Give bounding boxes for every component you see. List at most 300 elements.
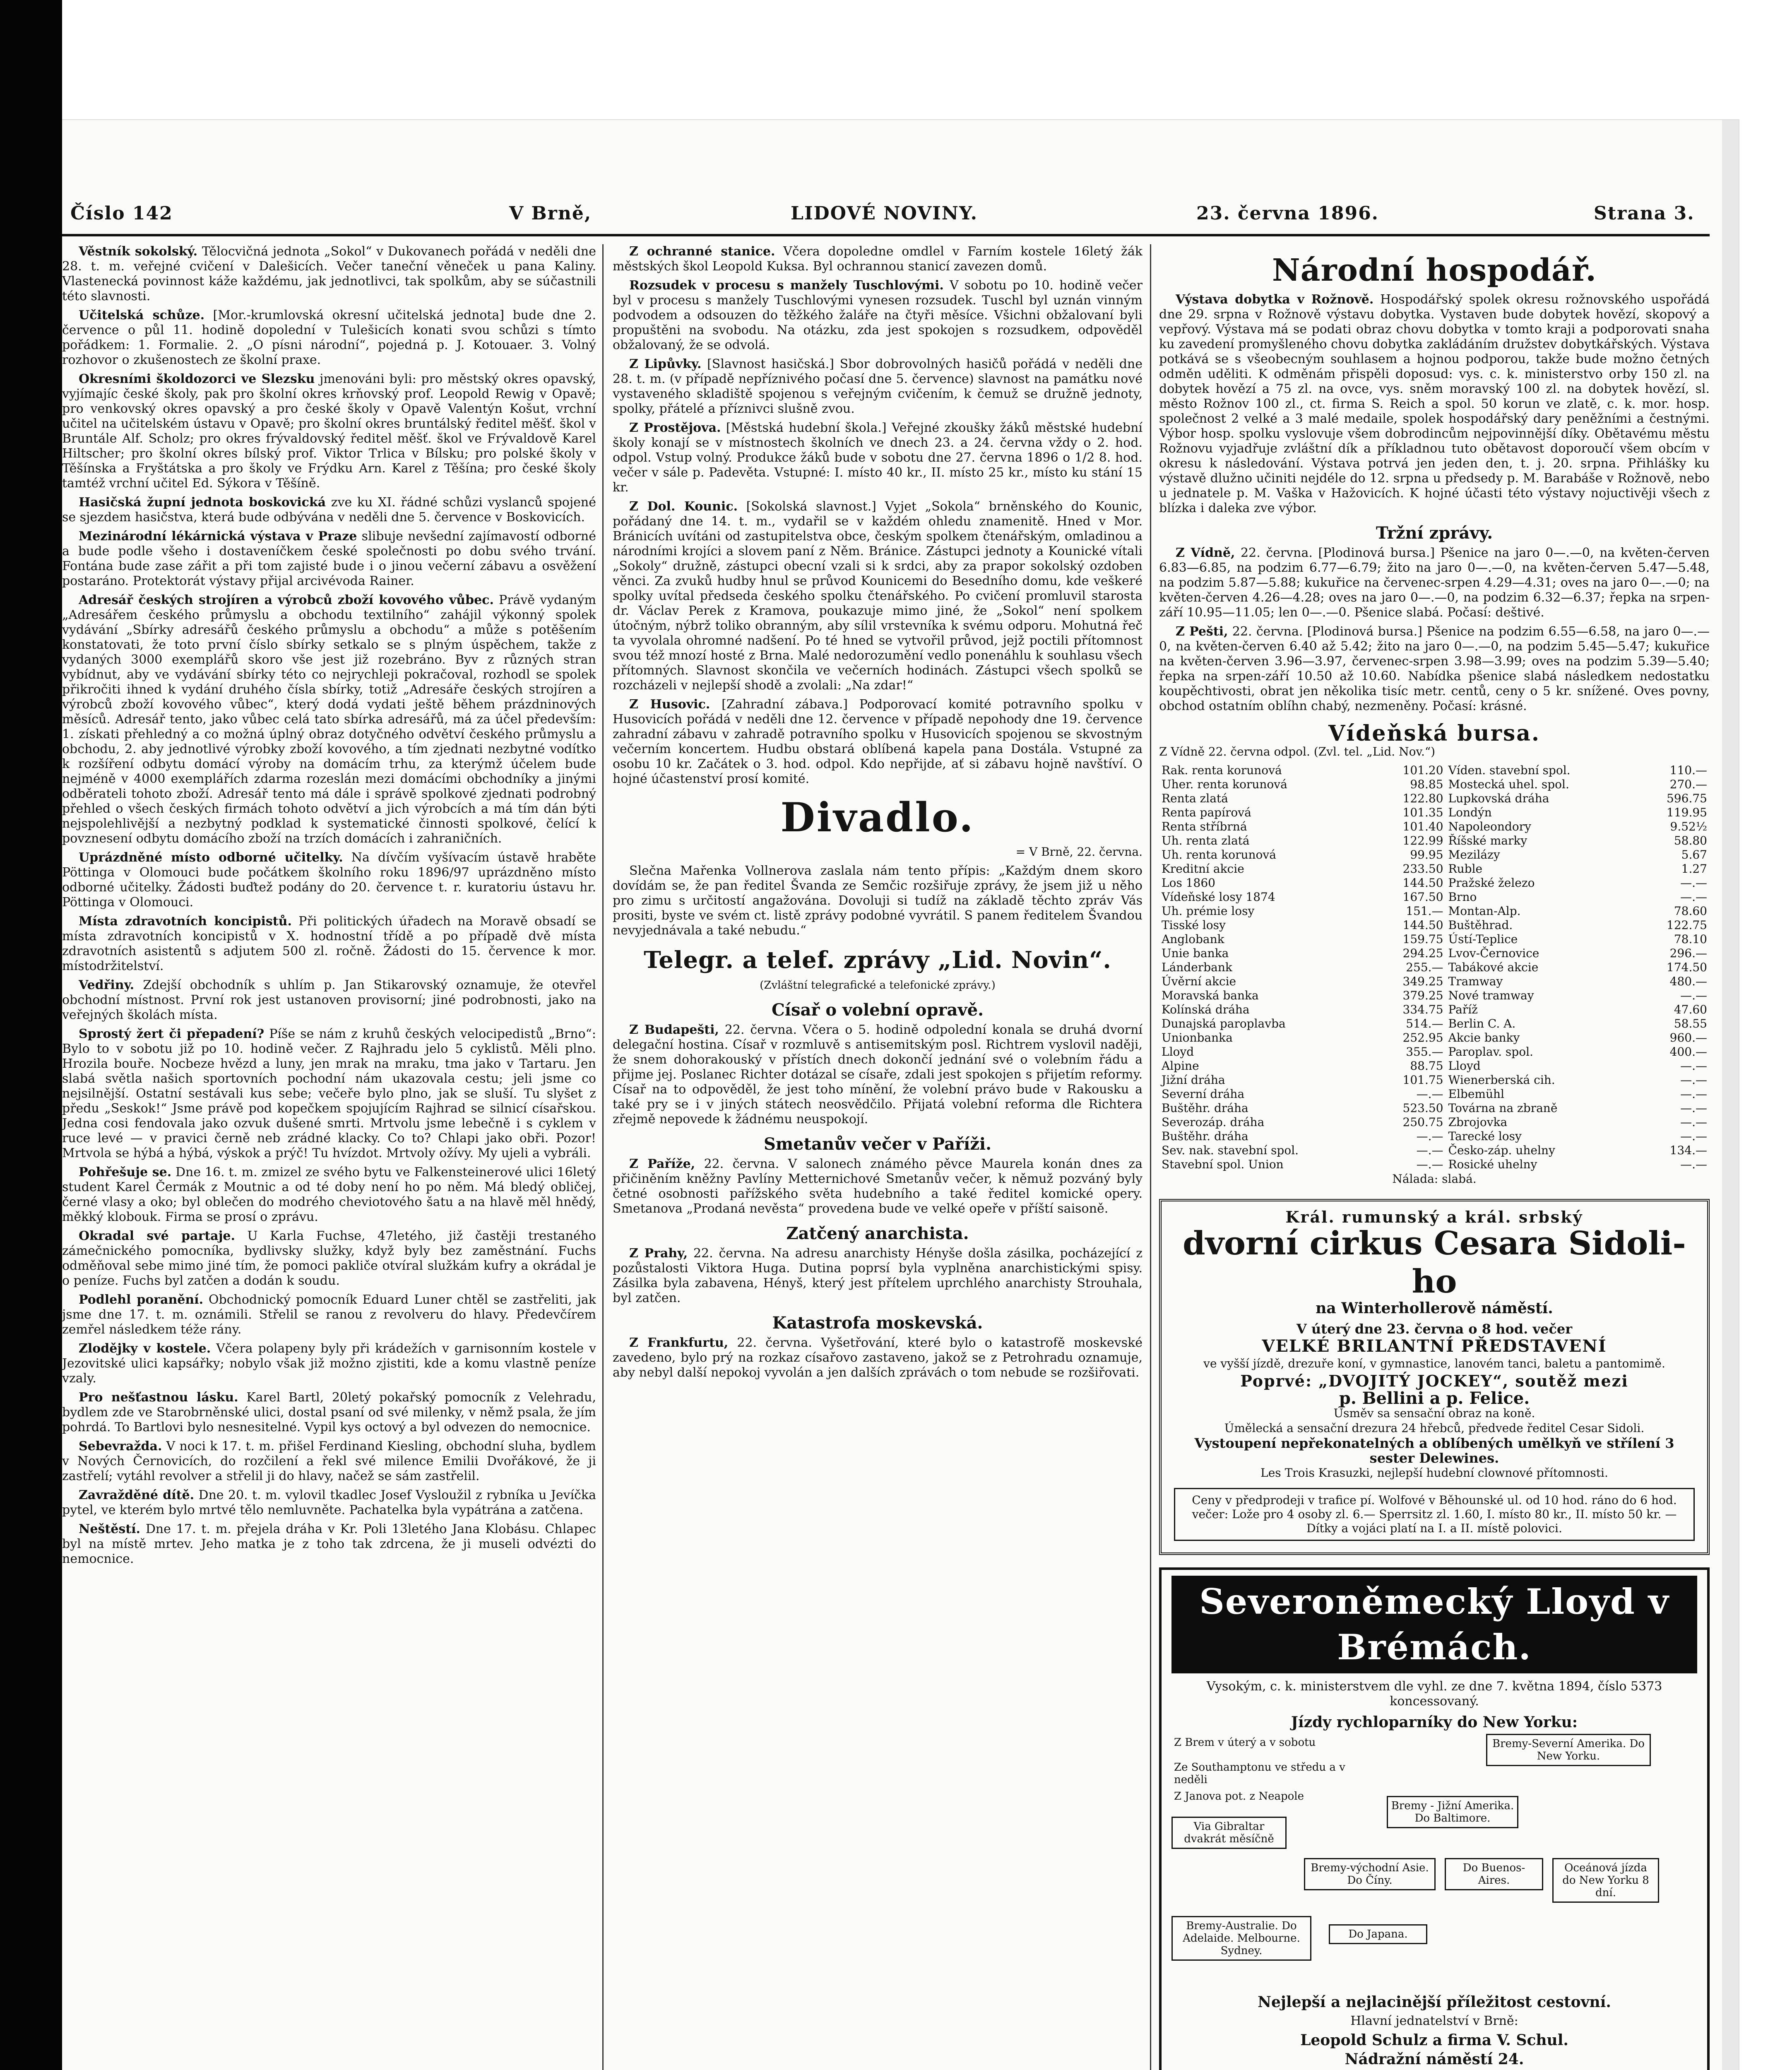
bourse-security: Uher. renta korunová <box>1162 777 1287 791</box>
bourse-price: 270.— <box>1669 777 1707 791</box>
bourse-row <box>1159 1003 1710 1017</box>
article-paragraph <box>613 1336 1143 1380</box>
lloyd-route-grid <box>1171 1734 1697 1991</box>
lloyd-ad-address: Nádražní náměstí 24. <box>1345 2051 1524 2068</box>
article-text: Píše se nám z kruhů českých velocipedistů „Brno“: Bylo to v sobotu již po 10. hodině večer. Z Rajhradu jelo 5 cyklistů. Měli plno. Hrozila bouře. Nocbeze hvězd a luny, jen mrak na mraku, tma jako v Tartaru. Jen slabá světla našich sportovních pochodní nám ukazovala cestu; jeli jsme co nejsilnější. Ostatní sestávali kus sebe; večeře bylo plno, jak se sluší. Tu slyšet z předu „Seskok!“ Jsme právě pod kopečkem spojujícím Rajhrad se silnicí císařskou. Jedna cosi fendovala jako ozvuk dušené smrti. Mrtvolu jsme lebečně i s cyklem v ruce levé — v pravici černě neb zrádné klacky. Co to? Chlapi jako obři. Pozor! Mrtvola se hýbá a hýbá, výskok a prýč! Tu hvízdot. Mrtvoly ožívy. My ujeli a vybráli. <box>62 1027 596 1160</box>
market-reports <box>1159 546 1710 714</box>
header-rule <box>62 234 1710 236</box>
bourse-price: 122.75 <box>1667 918 1707 932</box>
article-paragraph <box>613 357 1143 416</box>
bourse-price: 119.95 <box>1667 806 1707 819</box>
bourse-security: Mezilázy <box>1448 848 1500 862</box>
bourse-row <box>1159 1017 1710 1031</box>
bourse-price: 379.25 <box>1402 989 1443 1002</box>
bourse-price: 58.80 <box>1674 834 1707 847</box>
bourse-security: Elbemühl <box>1448 1087 1504 1101</box>
article-paragraph <box>62 1229 596 1288</box>
article-text: zve ku XI. řádné schůzi vyslanců spojené se sjezdem hasičstva, která bude odbývána v neděli dne 5. července v Boskovicích. <box>62 495 596 525</box>
lloyd-route-box: Do Buenos-Aires. <box>1445 1858 1543 1890</box>
bourse-price: —.— <box>1680 890 1707 904</box>
bourse-row <box>1159 1087 1710 1101</box>
article-text: 22. června. [Plodinová bursa.] Pšenice na podzim 6.55—6.58, na jaro 0—.—0, na květen-červen 6.40 až 5.42; žito na jaro 0—.—0, na podzim 5.45—5.47; kukuřice na květen-červen 3.96—3.97, červenec-srpen 3.98—3.99; oves na podzim 5.39—5.40; řepka na srpen-září 10.50 až 10.60. Nabídka pšenice slabá následkem nedostatku koupěchtivosti, obrat jen několika tisíc metr. centů, ceny o 5 kr. snížené. Oves povny, obchod ostatním oblíhn chabý, nezmeněny. Počasí: krásné. <box>1159 624 1710 713</box>
bourse-row <box>1159 876 1710 890</box>
bourse-price: —.— <box>1680 1087 1707 1101</box>
bourse-row <box>1159 960 1710 975</box>
bourse-security: Česko-záp. uhelny <box>1448 1143 1555 1157</box>
article-text: Při politických úřadech na Moravě obsadí se místa zdravotních koncipistů v X. hodnostní třídě a po případě dvě místa zdravotních asistentů s adjutem 500 zl. ročně. Žádosti do 15. července k mor. místodržitelství. <box>62 914 596 973</box>
lloyd-route-box: Oceánová jízda do New Yorku 8 dní. <box>1552 1858 1659 1903</box>
page-number: Strana 3. <box>1594 203 1695 224</box>
bourse-row <box>1159 777 1710 792</box>
bourse-security: Kolínská dráha <box>1162 1003 1250 1016</box>
economy-articles <box>1159 292 1710 516</box>
bourse-price: 960.— <box>1669 1031 1707 1045</box>
bourse-price: 255.— <box>1406 960 1443 974</box>
lloyd-route-box: Via Gibraltar dvakrát měsíčně <box>1171 1817 1287 1849</box>
bourse-price: 98.85 <box>1410 777 1443 791</box>
bourse-price: 334.75 <box>1402 1003 1443 1016</box>
bourse-row <box>1159 1073 1710 1087</box>
bourse-security: Severozáp. dráha <box>1162 1115 1265 1129</box>
article-text: Včera dopoledne omdlel v Farním kostele 16letý žák městských škol Leopold Kuksa. Byl ochrannou stanicí zavezen domů. <box>613 244 1143 274</box>
article-text: 22. června. [Plodinová bursa.] Pšenice na jaro 0—.—0, na květen-červen 6.83—6.85, na podzim 6.77—6.79; žito na jaro 0—.—0, na květen-červen 5.47—5.48, na podzim 5.87—5.88; kukuřice na červenec-srpen 4.29—4.31; oves na jaro 0—.—0; na květen-červen 4.26—4.28; oves na jaro 0—.—0, na podzim 6.32—6.37; řepka na srpen-září 10.95—11.05; len 0—.—0. Pšenice slabá. Počasí: deštivé. <box>1159 546 1710 620</box>
article-kicker: Mezinárodní lékárnická výstava v Praze <box>79 529 357 544</box>
scan-border <box>0 0 62 2070</box>
bourse-price: —.— <box>1680 1129 1707 1143</box>
article-kicker: Zavražděné dítě. <box>79 1488 195 1502</box>
bourse-row <box>1159 932 1710 946</box>
article-kicker: Z Dol. Kounic. <box>629 499 738 514</box>
bourse-security: Ústí-Teplice <box>1448 932 1518 946</box>
lloyd-route-box: Bremy-východní Asie. Do Číny. <box>1304 1858 1436 1890</box>
bourse-price: —.— <box>1680 1059 1707 1073</box>
lloyd-ad-routes-title: Jízdy rychloparníky do New Yorku: <box>1291 1714 1578 1731</box>
article-kicker: Uprázdněné místo odborné učitelky. <box>79 850 343 865</box>
bourse-row <box>1159 989 1710 1003</box>
dateline: = V Brně, 22. června. <box>1015 845 1143 859</box>
bourse-price: 252.95 <box>1402 1031 1443 1045</box>
column-rule-1 <box>602 244 604 2070</box>
lloyd-ad-slogan: Nejlepší a nejlacinější příležitost cestovní. <box>1258 1993 1611 2011</box>
lloyd-ad-agency: Hlavní jednatelství v Brně: <box>1350 2014 1518 2028</box>
article-paragraph <box>1159 546 1710 620</box>
bourse-security: Stavební spol. Union <box>1162 1158 1284 1171</box>
lloyd-route-box: Bremy-Australie. Do Adelaide. Melbourne. Sydney. <box>1171 1916 1311 1961</box>
article-paragraph <box>62 1522 596 1567</box>
bourse-row <box>1159 763 1710 777</box>
bourse-price: —.— <box>1680 1115 1707 1129</box>
issue-date: 23. června 1896. <box>1196 203 1379 224</box>
bourse-security: Los 1860 <box>1162 876 1215 890</box>
bourse-security: Buštěhrad. <box>1448 918 1513 932</box>
bourse-table <box>1159 763 1710 1172</box>
article-text: [Slavnost hasičská.] Sbor dobrovolných hasičů pořádá v neděli dne 28. t. m. (v případě nepříznivého počasí dne 5. července) slavnost na památku nové vystaveného skladiště spojenou s veřejným cvičením, k čemuž se družně jednoty, spolky, přátelé a příznivci slušně zvou. <box>613 357 1143 416</box>
bourse-price: 159.75 <box>1402 932 1443 946</box>
circus-ad-program: ve vyšší jízdě, drezuře koní, v gymnastice, lanovém tanci, baletu a pantomimě. <box>1203 1357 1665 1370</box>
bourse-security: Zbrojovka <box>1448 1115 1508 1129</box>
lloyd-route-box: Ze Southamptonu ve středu a v neděli <box>1171 1759 1350 1788</box>
article-kicker: Okresními školdozorci ve Slezsku <box>79 372 315 386</box>
page-edge-shadow <box>1722 120 1739 2070</box>
bourse-price: 296.— <box>1669 946 1707 960</box>
lloyd-ad-banner: Severoněmecký Lloyd v Brémách. <box>1171 1576 1697 1673</box>
bourse-price: 1.27 <box>1681 862 1707 876</box>
article-paragraph <box>62 978 596 1023</box>
bourse-row <box>1159 862 1710 876</box>
bourse-security: Rak. renta korunová <box>1162 763 1282 777</box>
bourse-security: Uh. prémie losy <box>1162 904 1255 918</box>
article-paragraph <box>613 244 1143 274</box>
article-paragraph <box>62 244 596 304</box>
bourse-price: 167.50 <box>1402 890 1443 904</box>
article-text: Hospodářský spolek okresu rožnovského uspořádá dne 29. srpna v Rožnově výstavu dobytka. Vystaven bude dobytek hovězí, skopový a vepřový. Výstava má se podati obraz chovu dobytka v tomto kraji a podporovati snaha ku zavedení promyšleného chovu dobytka zakládáním družstev dobytkářských. Výstava potkává se s všeobecným souhlasem a hojnou podporou, takže bude možno četných odměn uděliti. K odměnám přispěli doposud: vys. c. k. ministerstvo orby 150 zl. na dobytek hovězí a 75 zl. na ovce, vys. sněm moravský 100 zl. na dobytek hovězí, sl. město Rožnov 100 zl., ct. firma S. Reich a spol. 50 korun ve zlatě, c. k. mor. hosp. společnost 2 velké a 3 malé medaile, spolek hospodářský dary peněžními a čestnými. Výbor hosp. spolku vyslovuje všem dobrodincům nejpovinnější díky. Obětavému městu Rožnovu vyjadřuje zvláštní dík a příkladnou tuto obětavost doporoučí všem obcím v okresu k následování. Výstava potrvá jen jeden den, t. j. 20. srpna. Přihlášky ku výstavě dlužno učiniti nejdéle do 12. srpna u předsedy p. M. Barabáše v Rožnově, nebo u jednatele p. M. Vaška v Hažovicích. K hojné účasti této výstavy nojuctivěji všech z blízka i daleka zve výbor. <box>1159 292 1710 515</box>
article-paragraph <box>62 1027 596 1161</box>
bourse-price: 596.75 <box>1667 792 1707 805</box>
bourse-price: 250.75 <box>1402 1115 1443 1129</box>
article-paragraph <box>62 1488 596 1518</box>
bourse-row <box>1159 1115 1710 1129</box>
bourse-price: 294.25 <box>1402 946 1443 960</box>
circus-ad-place: na Winterhollerově náměstí. <box>1316 1300 1553 1317</box>
bourse-security: Nové tramway <box>1448 989 1534 1002</box>
article-kicker: Z Prostějova. <box>629 421 721 435</box>
article-kicker: Pro nešťastnou lásku. <box>79 1390 238 1405</box>
bourse-security: Lupkovská dráha <box>1448 792 1549 805</box>
bourse-row <box>1159 946 1710 960</box>
article-text: jmenováni byli: pro městský okres opavský, vyjímajíc české školy, pak pro školní okres krňovský prof. Leopold Rewig v Opavě; pro venkovský okres opavský a pro české školy v Opavě Valentýn Košut, vrchní učitel na učitelském ústavu v Opavě; pro školní okres bruntálský ředitel měšť. škol v Bruntále Alf. Scholz; pro okres frývaldovský ředitel měšť. škol ve Frývaldově Karel Hiltscher; pro školní okres bílský prof. Viktor Trlica v Bílsku; pro polské školy v Těšínska a Fryštátska a pro školy ve Frýdku Arn. Karel z Těšína; pro české školy tamtéž vrchní učitel Ed. Sýkora v Těšíně. <box>62 372 596 491</box>
circus-ad-line-1: Král. rumunský a král. srbský <box>1285 1208 1583 1226</box>
lloyd-route-box: Z Janova pot. z Neapole <box>1171 1788 1350 1805</box>
article-kicker: Pohřešuje se. <box>79 1165 172 1179</box>
article-kicker: Z ochranné stanice. <box>629 244 775 259</box>
article-kicker: Zlodějky v kostele. <box>79 1341 211 1356</box>
bourse-row <box>1159 792 1710 806</box>
bourse-price: 110.— <box>1669 763 1707 777</box>
dateline-place: V Brně, <box>509 203 592 224</box>
telegram-title: Zatčený anarchista. <box>786 1224 969 1243</box>
bourse-security: Alpine <box>1162 1059 1199 1073</box>
article-paragraph <box>62 850 596 910</box>
bourse-price: 144.50 <box>1402 918 1443 932</box>
lloyd-advertisement <box>1159 1567 1710 2070</box>
section-theatre: Divadlo. <box>780 794 975 841</box>
article-kicker: Podlehl poranění. <box>79 1293 204 1307</box>
article-paragraph <box>62 1165 596 1225</box>
bourse-security: Renta papírová <box>1162 806 1251 819</box>
bourse-price: 101.20 <box>1402 763 1443 777</box>
bourse-security: Wienerberská cih. <box>1448 1073 1555 1087</box>
lloyd-route-box: Do Japana. <box>1329 1924 1427 1944</box>
article-text: Včera polapeny byly při krádežích v garnisonním kostele v Jezovitské ulici kapsářky; nobylo však již možno zjistiti, kde a komu vlastně peníze vzaly. <box>62 1341 596 1386</box>
lloyd-ad-license: Vysokým, c. k. ministerstvem dle vyhl. ze dne 7. května 1894, číslo 5373 koncessovaný. <box>1206 1679 1662 1709</box>
bourse-security: Tabákové akcie <box>1448 960 1539 974</box>
issue-number: Číslo 142 <box>70 203 173 224</box>
bourse-row <box>1159 1031 1710 1045</box>
bourse-price: —.— <box>1680 1101 1707 1115</box>
bourse-security: Severní dráha <box>1162 1087 1245 1101</box>
bourse-price: 101.35 <box>1402 806 1443 819</box>
article-paragraph <box>1159 292 1710 516</box>
article-kicker: Sebevražda. <box>79 1439 162 1454</box>
circus-ad-name: dvorní cirkus Cesara Sidoli-ho <box>1183 1225 1686 1300</box>
bourse-price: 88.75 <box>1410 1059 1443 1073</box>
article-paragraph <box>62 1341 596 1386</box>
article-paragraph <box>62 372 596 491</box>
article-paragraph <box>62 1390 596 1435</box>
article-kicker: Z Frankfurtu, <box>629 1336 729 1350</box>
column-rule-2 <box>1150 244 1151 2070</box>
masthead: LIDOVÉ NOVINY. <box>791 203 978 224</box>
bourse-price: —.— <box>1680 989 1707 1002</box>
bourse-security: Továrna na zbraně <box>1448 1101 1558 1115</box>
bourse-price: 514.— <box>1406 1017 1443 1030</box>
article-kicker: Adresář českých strojíren a výrobců zboží kovového vůbec. <box>79 593 494 607</box>
article-text: 22. června. Na adresu anarchisty Hényše došla zásilka, pocházející z pozůstalosti Viktora Huga. Dutina poprsí byla vyplněna anarchistickými spisy. Zásilka byla zabavena, Hényš, který jest přítelem uprchlého anarchisty Strouhala, byl zatčen. <box>613 1246 1143 1305</box>
article-text: [Městská hudební škola.] Veřejné zkoušky žáků městské hudební školy konají se v místnostech školních ve dnech 23. a 24. června vždy o 2. hod. odpol. Vstup volný. Produkce žáků bude v sobotu dne 27. června 1896 o 1/2 8. hod. večer v sále p. Padevěta. Vstupné: I. místo 40 kr., II. místo 25 kr., místo ku stání 15 kr. <box>613 421 1143 495</box>
article-text: 22. června. V salonech známého pěvce Maurela konán dnes za přičiněním kněžny Pavlíny Metternichové Smetanův večer, k němuž pozváný byly četné osobnosti pařížského světa hudebního a také ředitel komické opery. Smetanova „Prodaná nevěsta“ provedena bude ve velké opeře v příští saisoně. <box>613 1157 1143 1216</box>
bourse-row <box>1159 834 1710 848</box>
bourse-price: —.— <box>1416 1129 1443 1143</box>
bourse-price: 78.60 <box>1674 904 1707 918</box>
article-text: Na dívčím vyšívacím ústavě hraběte Pöttinga v Olomouci bude počátkem školního roku 1896/97 uprázdněno místo odborné učitelky. Žádosti buďtež podány do 20. července t. r. kuratoriu ústavu hr. Pöttinga v Olomouci. <box>62 850 596 910</box>
bourse-row <box>1159 1129 1710 1143</box>
bourse-security: Říšské marky <box>1448 834 1527 847</box>
article-text: V sobotu po 10. hodině večer byl v procesu s manžely Tuschlovými vynesen rozsudek. Tuschl byl uznán vinným podvodem a odsouzen do těžkého žaláře na čtyři měsíce. Všichni obžalovaní byli propuštěni na svobodu. Na otázku, zda jest spokojen s rozsudkem, odpověděl obžalovaný, že se odvolá. <box>613 278 1143 352</box>
bourse-price: —.— <box>1416 1143 1443 1157</box>
bourse-price: 349.25 <box>1402 975 1443 988</box>
article-kicker: Věstník sokolský. <box>79 244 198 259</box>
article-kicker: Rozsudek v procesu s manžely Tuschlovými. <box>629 278 944 293</box>
article-paragraph <box>62 1439 596 1484</box>
article-text: Obchodnický pomocník Eduard Luner chtěl se zastřeliti, jak jsme dne 17. t. m. oznámili. Střelil se ranou z revolveru do hlavy. Předevčírem zemřel následkem téže rány. <box>62 1293 596 1337</box>
column-middle <box>613 244 1143 2070</box>
bourse-security: Ruble <box>1448 862 1483 876</box>
bourse-security: Tarecké losy <box>1448 1129 1522 1143</box>
bourse-security: Anglobank <box>1162 932 1224 946</box>
article-paragraph <box>62 495 596 525</box>
article-paragraph <box>613 1023 1143 1127</box>
circus-ad-line-9: Úsměv sa sensační obraz na koně. <box>1333 1406 1535 1420</box>
article-kicker: Sprostý žert či přepadení? <box>79 1027 265 1041</box>
bourse-row <box>1159 1101 1710 1115</box>
bourse-security: Buštěhr. dráha <box>1162 1101 1248 1115</box>
article-paragraph <box>613 278 1143 353</box>
article-paragraph <box>1159 624 1710 714</box>
article-text: 22. června. Včera o 5. hodině odpolední konala se druhá dvorní delegační hostina. Císař v rozmluvě s antisemitským posl. Richtrem vyslovil naději, že snem dohorakouský v přístích dnech dokončí jednání své o volebním řádu a přijme jej. Poslanec Richter dotázal se císaře, zdali jest spokojen s přijetím reformy. Císař na to odpověděl, že jest toho mínění, že volební právo bude v Rakousku a také pry se i v jiných státech neosvědčilo. Přijatá volební reforma dle Richtera zřejmě nepovede k žádnému neuspokojí. <box>613 1023 1143 1126</box>
bourse-price: 400.— <box>1669 1045 1707 1059</box>
bourse-security: Tisské losy <box>1162 918 1226 932</box>
bourse-security: Lánderbank <box>1162 960 1232 974</box>
article-kicker: Neštěstí. <box>79 1522 140 1536</box>
article-kicker: Výstava dobytka v Rožnově. <box>1176 292 1374 307</box>
circus-ad-line-10: Úmělecká a sensační drezura 24 hřebců, předvede ředitel Cesar Sidoli. <box>1224 1421 1645 1435</box>
circus-ad-prices: Ceny v předprodeji v trafice pí. Wolfové v Běhounské ul. od 10 hod. ráno do 6 hod. večer: Lože pro 4 osoby zl. 6.— Sperrsitz zl. 1.60, I. místo 80 kr., II. místo 50 kr. — Dítky a vojáci platí na I. a II. místě polovici. <box>1174 1488 1695 1541</box>
lloyd-route-box: Bremy-Severní Amerika. Do New Yorku. <box>1486 1734 1651 1766</box>
article-text: slibuje nevšední zajímavostí odborné a bude podle všeho i dostaveníčkem české společnosti po dobu svého trvání. Fontána bude zase zářit a při tom zajisté bude i o jinou večerní zábavu a osvěžení postaráno. Protektorát výstavy přijal arcivévoda Rainer. <box>62 529 596 588</box>
article-paragraph <box>62 593 596 846</box>
circus-ad-time: V úterý dne 23. června o 8 hod. večer <box>1296 1321 1573 1337</box>
bourse-security: Renta zlatá <box>1162 792 1228 805</box>
bourse-price: 355.— <box>1406 1045 1443 1059</box>
bourse-price: 9.52½ <box>1670 820 1707 833</box>
circus-advertisement <box>1159 1199 1710 1555</box>
article-kicker: Z Husovic. <box>629 697 710 712</box>
article-text: Tělocvičná jednota „Sokol“ v Dukovanech pořádá v neděli dne 28. t. m. veřejné cvičení v Dalešicích. Večer taneční věneček u pana Kaliny. Vlastenecká povinnost káže každému, jak jednotlivci, tak spolkům, aby se súčastnili této slavnosti. <box>62 244 596 303</box>
circus-ad-performers: p. Bellini a p. Felice. <box>1339 1389 1530 1408</box>
article-kicker: Z Pešti, <box>1176 624 1228 639</box>
telegram-title: Katastrofa moskevská. <box>772 1313 983 1333</box>
bourse-security: Mostecká uhel. spol. <box>1448 777 1569 791</box>
article-paragraph <box>613 499 1143 693</box>
bourse-row <box>1159 1059 1710 1073</box>
bourse-security: Lloyd <box>1448 1059 1481 1073</box>
bourse-price: —.— <box>1416 1087 1443 1101</box>
bourse-security: Paroplav. spol. <box>1448 1045 1533 1059</box>
article-kicker: Z Paříže, <box>629 1157 695 1171</box>
article-paragraph <box>613 421 1143 495</box>
bourse-price: —.— <box>1680 876 1707 890</box>
bourse-price: 151.— <box>1406 904 1443 918</box>
bourse-security: Paříž <box>1448 1003 1478 1016</box>
bourse-row <box>1159 918 1710 932</box>
bourse-security: Lvov-Černovice <box>1448 946 1539 960</box>
article-text: Právě vydaným „Adresářem českého průmyslu a obchodu textilního“ zahájil výkonný spolek vydávání „Sbírky adresářů českého průmyslu a obchodu“ a může s potěšením konstatovati, že toto první číslo sbírky setkalo se s plným úspěchem, takže z vydaných 3000 exemplářů skoro vše jest již rozebráno. Byv z různých stran vybídnut, aby ve vydávání sbírky této co nejrychleji pokračoval, rozhodl se spolek přikročiti ihned k vydání druhého čísla sbírky, totiž „Adresáře českých strojíren a výrobců zboží kovového vůbec“, který dodá vydati ještě během prázdninových měsíců. Adresář tento, jako vůbec celá tato sbírka adresářů, má za účel především: 1. získati přehledný a co možná úplný obraz dotyčného odvětví českého průmyslu a obchodu, 2. aby jednotlivé výrobky zboží kovového, a tím zjednati nezbytné vodítko k rozšíření odbytu domácí výroby na domácím trhu, za kterýmž účelem bude nejméně v 4000 exemplářích zdarma rozeslán mezi domácími obchodníky a jinými odběrateli tohoto zboží. Adresář tento má dále i správě spolkové zjednati podrobný přehled o všech českých firmách tohoto odvětví a jich výrobcích a má tím dán býti nejspolehlivější a nezbytný podklad k systematické činnosti spolkové, čelící k povznesení odbytu domácího zboží na trzích domácích i zahraničních. <box>62 593 596 846</box>
bourse-row <box>1159 820 1710 834</box>
article-kicker: Místa zdravotních koncipistů. <box>79 914 292 929</box>
bourse-price: 101.75 <box>1402 1073 1443 1087</box>
article-paragraph <box>613 1246 1143 1306</box>
article-text: Dne 20. t. m. vylovil tkadlec Josef Vysloužil z rybníka u Jevíčka pytel, ve kterém bylo mrtvé tělo nemluvněte. Pachatelka byla vypátrána a zatčena. <box>62 1488 596 1517</box>
bourse-price: 233.50 <box>1402 862 1443 876</box>
bourse-security: Úvěrní akcie <box>1162 975 1236 988</box>
article-text: U Karla Fuchse, 47letého, již častěji trestaného zámečnického pomocníka, bydlivsky služky, když byly bez zaměstnání. Fuchs odměňoval sebe mimo jiné tím, že pomoci pakliče otvíral služkám kufry a okrádal je o peníze. Fuchs byl zatčen a dodán k soudu. <box>62 1229 596 1288</box>
article-text: Zdejší obchodník s uhlím p. Jan Stikarovský oznamuje, že otevřel obchodní místnost. První rok jest ustanoven provisorní; jiné podrobnosti, jako na veřejných školách místa. <box>62 978 596 1022</box>
circus-ad-line-11: Vystoupení nepřekonatelných a oblíbených umělkyň ve střílení 3 sester Delewines. <box>1194 1435 1674 1466</box>
article-paragraph <box>62 529 596 589</box>
bourse-row <box>1159 1158 1710 1172</box>
article-text: V noci k 17. t. m. přišel Ferdinand Kiesling, obchodní sluha, bydlem v Nových Černovicích, do rozčilení a řekl své milence Emilii Dvořákové, že ji zastřelí; vytáhl revolver a střelil ji do hlavy, načež se sám zastřelil. <box>62 1439 596 1483</box>
section-telegrams: Telegr. a telef. zprávy „Lid. Novin“. <box>644 946 1111 974</box>
bourse-security: Uh. renta korunová <box>1162 848 1276 862</box>
bourse-mood: Nálada: slabá. <box>1392 1172 1477 1186</box>
bourse-price: 99.95 <box>1410 848 1443 862</box>
lloyd-route-box: Bremy - Jižní Amerika. Do Baltimore. <box>1387 1796 1518 1828</box>
lloyd-ad-agent: Leopold Schulz a firma V. Schul. <box>1300 2031 1568 2049</box>
bourse-price: 174.50 <box>1667 960 1707 974</box>
bourse-row <box>1159 1045 1710 1059</box>
bourse-security: Jižní dráha <box>1162 1073 1225 1087</box>
article-text: [Zahradní zábava.] Podporovací komité potravního spolku v Husovicích pořádá v neděli dne 12. července v případě nepohody dne 19. července zahradní zábavu v zahradě potravního spolku v Husovicích spojenou se skvostným večerním koncertem. Hudbu obstará oblíbená kapela pana Dostála. Vstupné za osobu 10 kr. Začátek o 3. hod. odpol. Kdo nepřijde, ať si zábavu hojně navštíví. O hojné účastenství prosí komité. <box>613 697 1143 786</box>
bourse-security: Buštěhr. dráha <box>1162 1129 1248 1143</box>
section-subtitle: (Zvláštní telegrafické a telefonické zprávy.) <box>760 979 996 992</box>
article-kicker: Okradal své partaje. <box>79 1229 235 1243</box>
bourse-security: Pražské železo <box>1448 876 1535 890</box>
bourse-security: Uh. renta zlatá <box>1162 834 1250 847</box>
bourse-price: —.— <box>1416 1158 1443 1171</box>
bourse-row <box>1159 1143 1710 1158</box>
bourse-security: Unionbanka <box>1162 1031 1233 1045</box>
bourse-security: Lloyd <box>1162 1045 1194 1059</box>
bourse-security: Renta stříbrná <box>1162 820 1247 833</box>
bourse-security: Sev. nak. stavební spol. <box>1162 1143 1299 1157</box>
bourse-price: 78.10 <box>1674 932 1707 946</box>
bourse-row <box>1159 890 1710 904</box>
article-paragraph <box>613 697 1143 787</box>
bourse-price: 523.50 <box>1402 1101 1443 1115</box>
article-kicker: Hasičská župní jednota boskovická <box>79 495 326 510</box>
article-kicker: Učitelská schůze. <box>79 308 205 323</box>
bourse-price: 134.— <box>1669 1143 1707 1157</box>
bourse-price: 47.60 <box>1674 1003 1707 1016</box>
telegram-title: Císař o volební opravě. <box>771 1000 984 1020</box>
article-kicker: Z Prahy, <box>629 1246 688 1261</box>
article-text: Slečna Mařenka Vollnerova zaslala nám tento přípis: „Každým dnem skoro dovídám se, že pan ředitel Švanda ze Semčic rozšiřuje zprávy, že jsem již u něho pro zimu s určitostí angažována. Dovoluji si tudíž na základě těchto zpráv Vás prositi, byste ve svém ct. listě zprávy podobné vyvrátil. S panem ředitelem Švandou nevyjednávala a také nebudu.“ <box>613 864 1143 938</box>
markets-title: Tržní zprávy. <box>1376 523 1493 543</box>
article-text: Dne 16. t. m. zmizel ze svého bytu ve Falkensteinerové ulici 16letý student Karel Čermák z Moutnic a od té doby není ho po něm. Má bledý obličej, černé vlasy a oko; byl oblečen do modrého cheviotového šatu a na hlavě měl hnědý, měkký klobouk. Firma se prosí o zprávu. <box>62 1165 596 1224</box>
bourse-row <box>1159 806 1710 820</box>
vienna-bourse-subtitle: Z Vídně 22. června odpol. (Zvl. tel. „Lid. Nov.“) <box>1159 745 1436 758</box>
bourse-security: Montan-Alp. <box>1448 904 1521 918</box>
article-kicker: Vedřiny. <box>79 978 135 992</box>
bourse-security: Rosické uhelny <box>1448 1158 1537 1171</box>
article-paragraph <box>613 864 1143 938</box>
column-right <box>1159 244 1710 2070</box>
bourse-price: 122.80 <box>1402 792 1443 805</box>
article-text: Dne 17. t. m. přejela dráha v Kr. Poli 13letého Jana Klobásu. Chlapec byl na místě mrtev. Jeho matka je z toho tak zdrcena, že ji museli odvézti do nemocnice. <box>62 1522 596 1566</box>
article-text: Karel Bartl, 20letý pokařský pomocník z Velehradu, bydlem zde ve Starobrněnské ulici, dostal psaní od své milenky, v němž psala, že jím pohrdá. To Bartlovi bylo nesnesitelné. Vypil kys octový a byl odvezen do nemocnice. <box>62 1390 596 1435</box>
bourse-security: Brno <box>1448 890 1477 904</box>
article-paragraph <box>613 1157 1143 1216</box>
bourse-row <box>1159 904 1710 918</box>
article-paragraph <box>62 308 596 368</box>
article-text: [Mor.-krumlovská okresní učitelská jednota] bude dne 2. července o půl 11. hodině dopolední v Tulešicích konati svou schůzi s tímto pořádkem: 1. Formalie. 2. „O písni národní“, pojedná p. J. Kotouaer. 3. Volný rozhovor o zkušenostech ze školní praxe. <box>62 308 596 367</box>
bourse-row <box>1159 848 1710 862</box>
article-kicker: Z Vídně, <box>1176 546 1235 560</box>
bourse-price: 122.99 <box>1402 834 1443 847</box>
bourse-security: Berlin C. A. <box>1448 1017 1516 1030</box>
bourse-security: Tramway <box>1448 975 1503 988</box>
bourse-security: Londýn <box>1448 806 1492 819</box>
circus-ad-premiere: Poprvé: „DVOJITÝ JOCKEY“, soutěž mezi <box>1240 1372 1628 1390</box>
bourse-security: Vídeňské losy 1874 <box>1162 890 1275 904</box>
bourse-security: Dunajská paroplavba <box>1162 1017 1286 1030</box>
circus-ad-line-12: Les Trois Krasuzki, nejlepší hudební clownové přítomnosti. <box>1260 1466 1608 1480</box>
bourse-row <box>1159 975 1710 989</box>
bourse-price: —.— <box>1680 1158 1707 1171</box>
running-head <box>62 203 1710 232</box>
bourse-price: 58.55 <box>1674 1017 1707 1030</box>
section-national-economy: Národní hospodář. <box>1272 253 1597 288</box>
bourse-price: 5.67 <box>1681 848 1707 862</box>
article-text: [Sokolská slavnost.] Vyjet „Sokola“ brněnského do Kounic, pořádaný dne 14. t. m., vydařil se v každém ohledu znamenitě. Hned v Mor. Bránicích uvítáni od zastupitelstva obce, českým spolkem čtenářským, omladinou a národními krojíci a slovem paní z Něm. Bránice. Zástupci jednoty a Kounické vítali „Sokoly“ družně, zástupci obecní vzali si k srdci, aby za prapor sokolský ozdoben věnci. Za zvuků hudby hnul se průvod Kounicemi do Besedního domu, kde veškeré spolky uvítal předseda českého spolku čtenářského. Po cvičení promluvil starosta dr. Václav Perek z Kramova, poukazuje mimo jiné, že „Sokol“ není spolkem útočným, nýbrž toliko obranným, aby sílil vrstevníka k svému odporu. Mohutná řeč ta vyvolala ohromné nadšení. Po té hned se vytvořil průvod, jejž poctili přítomnost svou též mnozí hosté z Brna. Malé nedorozumění vedlo ponenáhlu k souhlasu všech přítomných. Slavnost skončila ve večerních hodinách. Zástupci všech spolků se rozcházeli v nejlepší shodě a zvolali: „Na zdar!“ <box>613 499 1143 693</box>
telegram-title: Smetanův večer v Paříži. <box>763 1134 992 1154</box>
article-kicker: Z Lipůvky. <box>629 357 702 371</box>
lloyd-route-box: Z Brem v úterý a v sobotu <box>1171 1734 1350 1751</box>
bourse-price: 480.— <box>1669 975 1707 988</box>
article-text: 22. června. Vyšetřování, které bylo o katastrofě moskevské zavedeno, bylo prý na rozkaz císařovo zastaveno, jakož se z Petrohradu oznamuje, aby nebyl další nepokoj vyvolán a jen dalších zprávách o tom nebude se rozšiřovati. <box>613 1336 1143 1380</box>
bourse-security: Moravská banka <box>1162 989 1259 1002</box>
article-paragraph <box>62 914 596 974</box>
bourse-security: Víden. stavební spol. <box>1448 763 1571 777</box>
bourse-security: Unie banka <box>1162 946 1229 960</box>
bourse-price: 101.40 <box>1402 820 1443 833</box>
bourse-security: Akcie banky <box>1448 1031 1520 1045</box>
column-left <box>62 244 596 2070</box>
bourse-price: 144.50 <box>1402 876 1443 890</box>
vienna-bourse-title: Vídeňská bursa. <box>1328 721 1541 746</box>
article-paragraph <box>62 1293 596 1337</box>
bourse-security: Kreditní akcie <box>1162 862 1244 876</box>
